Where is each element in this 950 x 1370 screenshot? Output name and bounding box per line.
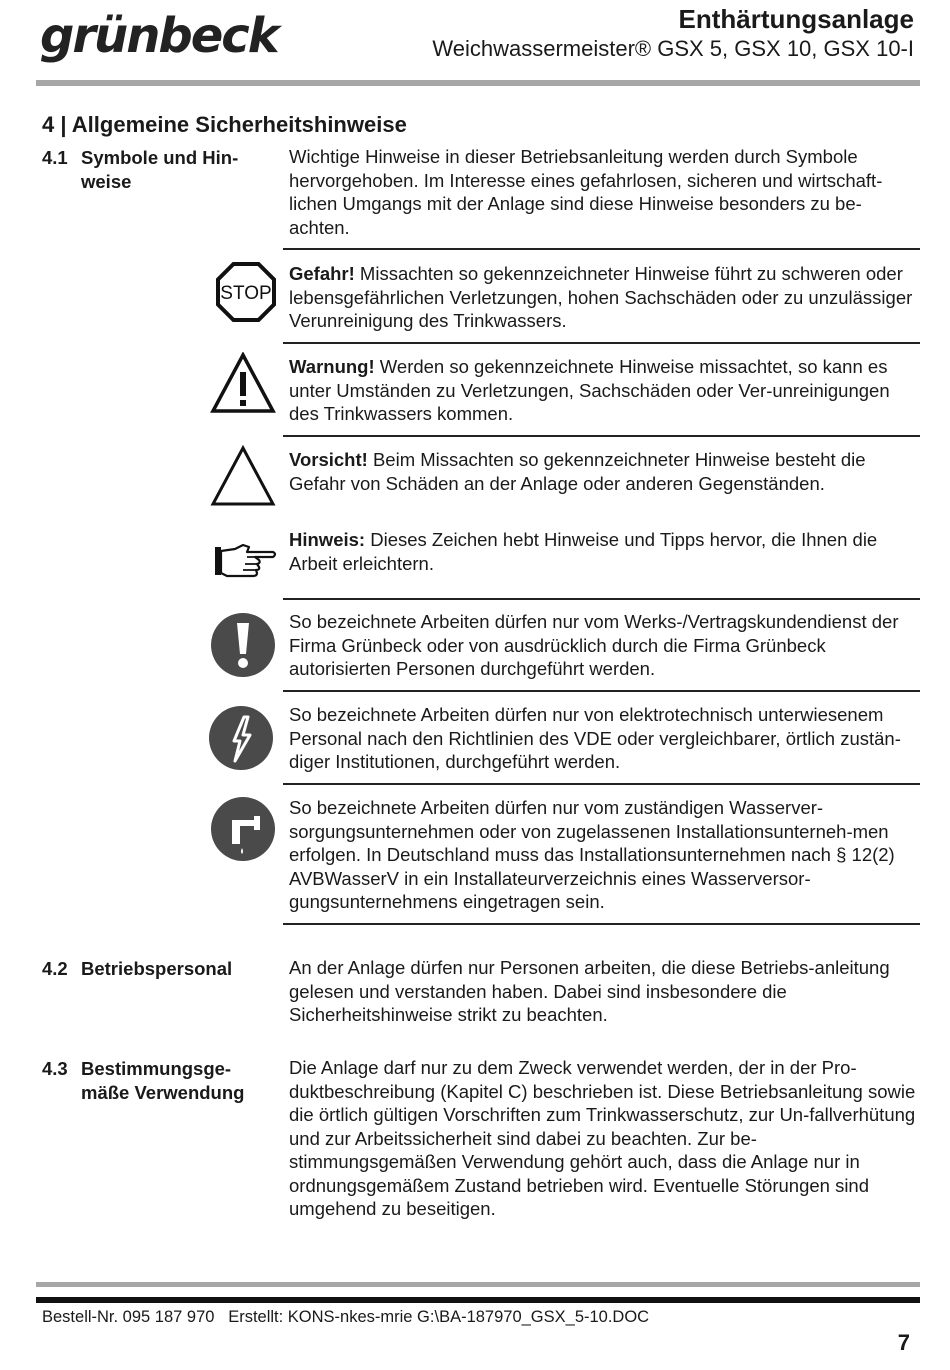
service-note-text: So bezeichnete Arbeiten dürfen nur vom Werks-/Vertragskundendienst der Firma Grünbeck oder von ausdrücklich durch die Firma Grünbeck autorisierten Personen durchgeführt werden. [289, 611, 899, 679]
lightning-circle-icon [208, 705, 274, 771]
intended-use-text: Die Anlage darf nur zu dem Zweck verwendet werden, der in der Pro-duktbeschreibung (Kapitel C) beschrieben ist. Diese Betriebsanleitung sowie die örtlich gültigen Vorschriften zum Trinkwasserschutz, zur Un-fallverhütung und zur Arbeitssicherheit sind dabei zu beachten. Zur be-stimmungsgemäßen Verwendung gehört auch, dass die Anlage nur in ordnungsgemäßem Zustand betrieben wird. Eventuelle Störungen sind umgehend zu beseitigen. [289, 1057, 916, 1219]
footer-order-info: Bestell-Nr. 095 187 970 Erstellt: KONS-nkes-mrie G:\BA-187970_GSX_5-10.DOC [42, 1308, 650, 1326]
divider-rule [283, 923, 920, 925]
warning-label: Warnung! [289, 356, 375, 377]
divider-rule [283, 435, 920, 437]
electrical-note-text: So bezeichnete Arbeiten dürfen nur von elektrotechnisch unterwiesenem Personal nach den Richtlinien des VDE oder vergleichbarer, örtlich zustän-diger Institutionen, durchgeführt werden. [289, 704, 901, 772]
water-tap-circle-icon [210, 796, 276, 862]
symbols-intro-text: Wichtige Hinweise in dieser Betriebsanleitung werden durch Symbole hervorgehoben. Im Interesse eines gefahrlosen, sicheren und wirtschaft-lichen Umgangs mit der Anlage sind diese Hinweise besonders zu be-achten. [289, 146, 883, 238]
stop-sign-label: STOP [220, 283, 272, 304]
footer-divider-grey [36, 1282, 920, 1287]
caution-triangle-icon [210, 445, 276, 507]
subsection-4-1-heading [42, 146, 238, 194]
subsection-title-line1: Bestimmungsge- [81, 1058, 232, 1079]
hint-text: Dieses Zeichen hebt Hinweise und Tipps hervor, die Ihnen die Arbeit erleichtern. [289, 529, 878, 574]
operating-personnel-text: An der Anlage dürfen nur Personen arbeiten, die diese Betriebs-anleitung gelesen und verstanden haben. Dabei sind insbesondere die Sicherheitshinweise strikt zu beachten. [289, 957, 890, 1025]
pointing-hand-icon [213, 543, 279, 579]
subsection-number: 4.1 [42, 147, 68, 168]
water-supply-note-text: So bezeichnete Arbeiten dürfen nur vom zuständigen Wasserver-sorgungsunternehmen oder von zugelassenen Installationsunterneh-men erfolgen. In Deutschland muss das Installationsunternehmen nach § 12(2) AVBWasserV in ein Installateurverzeichnis eines Wasserversor-gungsunternehmens eingetragen sein. [289, 797, 895, 912]
warning-note [289, 355, 919, 426]
caution-text: Beim Missachten so gekennzeichneter Hinweise besteht die Gefahr von Schäden an der Anlage oder anderen Gegenständen. [289, 449, 866, 494]
danger-label: Gefahr! [289, 263, 355, 284]
caution-label: Vorsicht! [289, 449, 368, 470]
warning-text: Werden so gekennzeichnete Hinweise missachtet, so kann es unter Umständen zu Verletzungen, Sachschäden oder Ver-unreinigungen des Trinkwassers kommen. [289, 356, 890, 424]
stop-sign-icon [216, 262, 276, 322]
logo-wordmark: grünbeck [40, 8, 278, 64]
subsection-title-line2: weise [81, 171, 132, 192]
subsection-title-line2: mäße Verwendung [81, 1082, 245, 1103]
divider-rule [283, 690, 920, 692]
subsection-number: 4.2 [42, 958, 68, 979]
exclamation-circle-icon [210, 612, 276, 678]
header-divider [36, 80, 920, 86]
divider-rule [283, 248, 920, 250]
subsection-title: Betriebspersonal [81, 958, 233, 979]
subsection-4-2-heading [42, 957, 232, 981]
section-title: 4 | Allgemeine Sicherheitshinweise [42, 112, 407, 137]
hint-label: Hinweis: [289, 529, 366, 550]
subsection-number: 4.3 [42, 1058, 68, 1079]
page-number: 7 [897, 1330, 910, 1355]
footer-divider-black [36, 1297, 920, 1303]
divider-rule [283, 598, 920, 600]
caution-note [289, 448, 919, 495]
document-subtitle: Weichwassermeister® GSX 5, GSX 10, GSX 10-I [432, 36, 914, 61]
divider-rule [283, 783, 920, 785]
danger-note [289, 262, 919, 333]
danger-text: Missachten so gekennzeichneter Hinweise führt zu schweren oder lebensgefährlichen Verletzungen, hohen Sachschäden oder zu unzulässiger Verunreinigung des Trinkwassers. [289, 263, 913, 331]
gruenbeck-logo [40, 6, 278, 66]
subsection-title-line1: Symbole und Hin- [81, 147, 239, 168]
document-title: Enthärtungsanlage [678, 4, 914, 34]
hint-note [289, 528, 919, 575]
subsection-4-3-heading [42, 1057, 244, 1105]
divider-rule [283, 342, 920, 344]
warning-triangle-icon [210, 352, 276, 414]
